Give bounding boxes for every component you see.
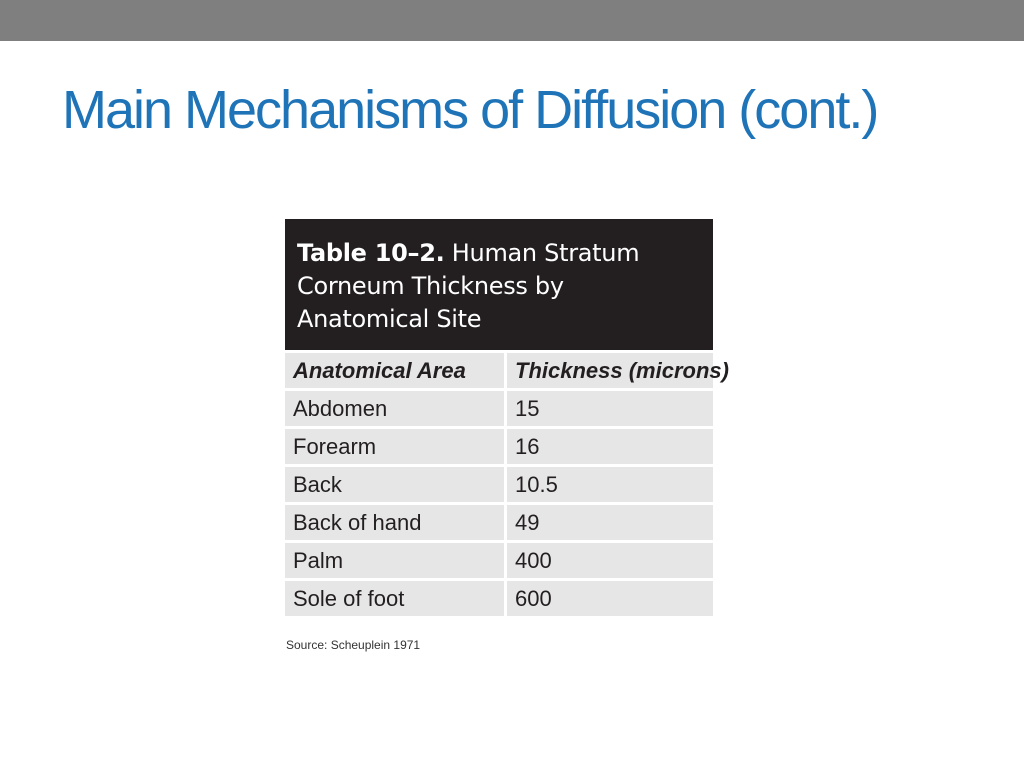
header-anatomical-area: Anatomical Area: [285, 353, 504, 388]
source-note: Source: Scheuplein 1971: [286, 638, 421, 652]
table-caption: [285, 219, 713, 350]
table-figure: [285, 219, 729, 616]
thickness-table: [282, 350, 729, 619]
cell-area: Abdomen: [285, 391, 504, 426]
cell-area: Sole of foot: [285, 581, 504, 616]
cell-thickness: 49: [507, 505, 713, 540]
table-row: [285, 391, 713, 426]
cell-thickness: 400: [507, 543, 713, 578]
slide-title: Main Mechanisms of Diffusion (cont.): [62, 80, 878, 140]
cell-thickness: 16: [507, 429, 713, 464]
cell-area: Back of hand: [285, 505, 504, 540]
cell-thickness: 10.5: [507, 467, 713, 502]
table-caption-text: Human Stratum Corneum Thickness by Anatomical Site: [297, 239, 640, 333]
cell-thickness: 600: [507, 581, 713, 616]
table-row: [285, 505, 713, 540]
table-row: [285, 581, 713, 616]
table-row: [285, 467, 713, 502]
top-bar: [0, 0, 1024, 41]
cell-area: Palm: [285, 543, 504, 578]
table-row: [285, 429, 713, 464]
cell-area: Forearm: [285, 429, 504, 464]
table-caption-label: Table 10–2.: [297, 239, 445, 267]
cell-thickness: 15: [507, 391, 713, 426]
header-thickness: Thickness (microns): [507, 353, 713, 388]
table-row: [285, 543, 713, 578]
cell-area: Back: [285, 467, 504, 502]
table-header-row: [285, 353, 713, 388]
